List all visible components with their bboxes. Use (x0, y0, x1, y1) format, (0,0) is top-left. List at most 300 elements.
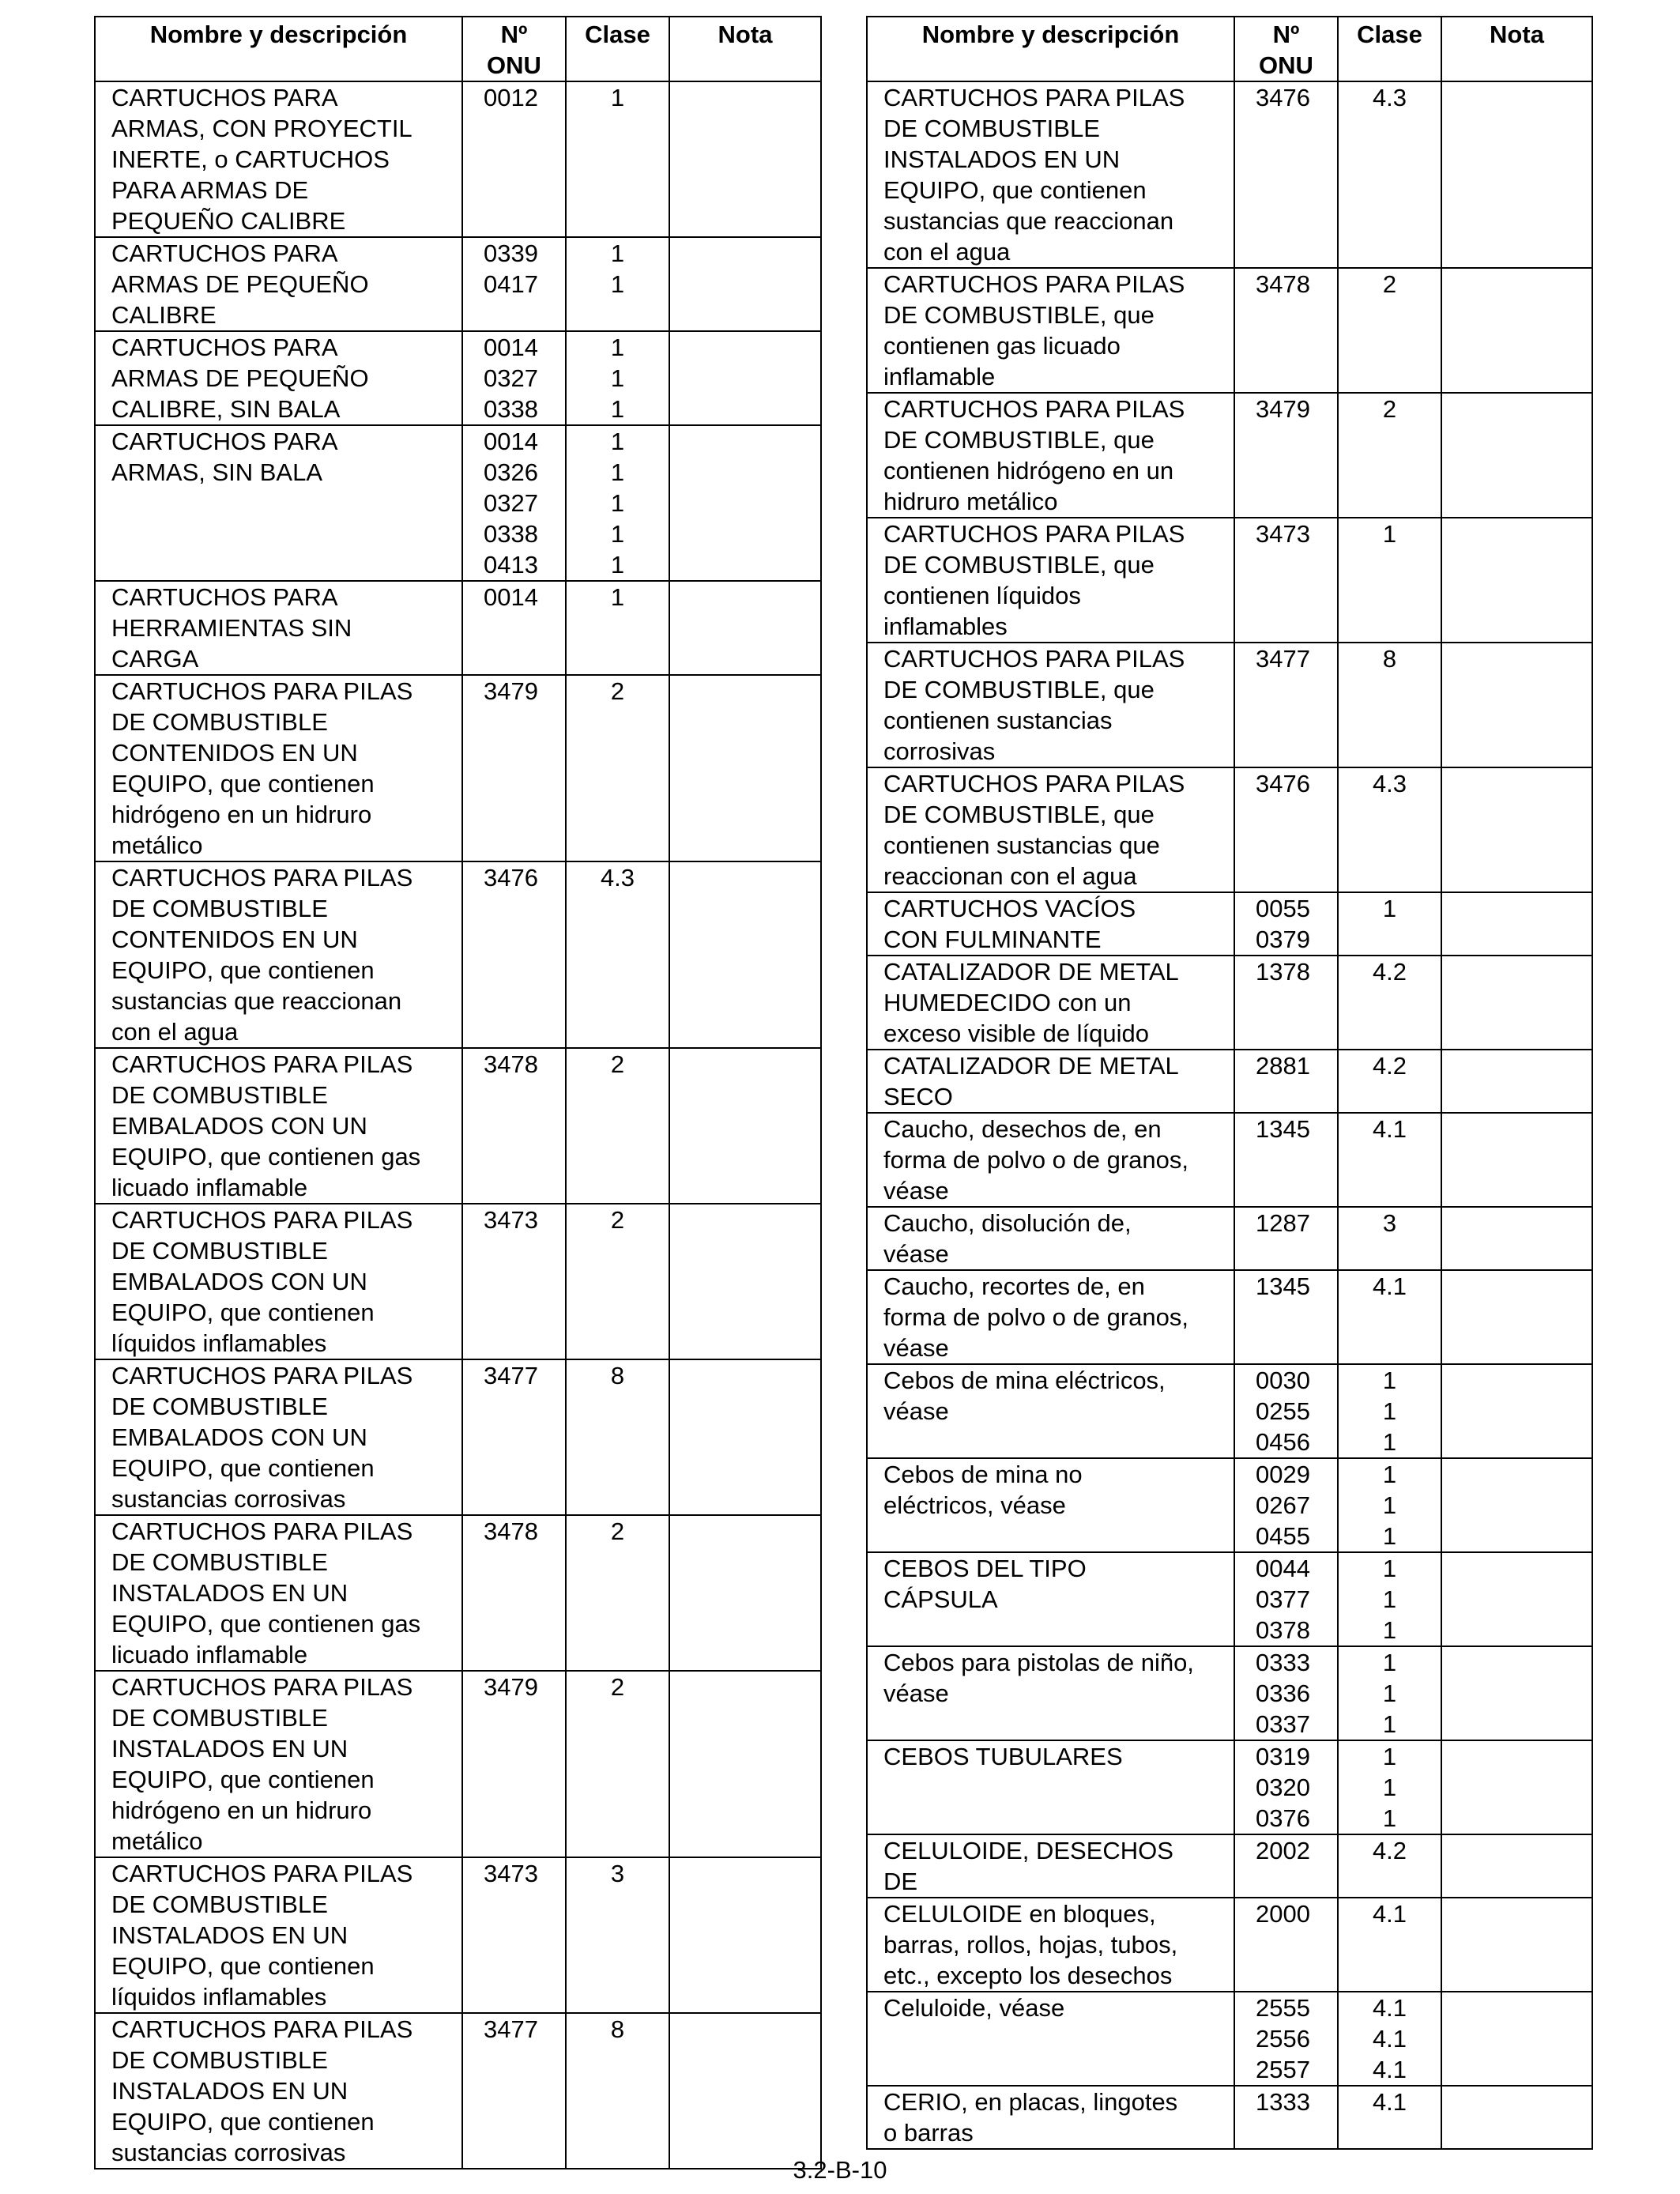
clase-line: 4.3 (1372, 770, 1407, 797)
table-row (867, 643, 1592, 767)
onu-cell (1234, 1898, 1338, 1992)
clase-cell (1338, 1207, 1441, 1270)
onu-cell (1234, 2086, 1338, 2149)
nota-cell (669, 1515, 821, 1671)
onu-line: 3476 (1256, 84, 1310, 111)
table-row (95, 861, 821, 1048)
desc-line: ARMAS, SIN BALA (111, 458, 323, 486)
desc-line: DE COMBUSTIBLE, que (883, 301, 1155, 329)
clase-cell (1338, 643, 1441, 767)
onu-line: 0379 (1256, 925, 1310, 953)
desc-line: CARTUCHOS PARA (111, 334, 338, 361)
desc-cell (95, 1515, 462, 1671)
desc-line: CELULOIDE, DESECHOS (883, 1837, 1173, 1864)
table-row (867, 81, 1592, 268)
clase-cell (566, 861, 669, 1048)
onu-line: 0055 (1256, 895, 1310, 922)
desc-line: DE COMBUSTIBLE, que (883, 551, 1155, 579)
clase-line: 1 (610, 364, 625, 392)
clase-cell (566, 675, 669, 861)
clase-cell (566, 1671, 669, 1857)
desc-line: CALIBRE (111, 301, 217, 329)
nota-cell (1441, 518, 1592, 643)
desc-line: sustancias que reaccionan (883, 207, 1174, 235)
left-table (94, 16, 822, 2169)
table-row (867, 1834, 1592, 1898)
desc-line: DE COMBUSTIBLE (111, 895, 328, 922)
onu-line: 0319 (1256, 1743, 1310, 1770)
onu-line: 2881 (1256, 1052, 1310, 1080)
onu-cell (1234, 956, 1338, 1050)
table-row (867, 2086, 1592, 2149)
nota-cell (1441, 1646, 1592, 1740)
onu-cell (1234, 892, 1338, 956)
header-clase: Clase (1338, 17, 1441, 81)
nota-cell (669, 1204, 821, 1359)
desc-cell (867, 518, 1234, 643)
onu-line: 0029 (1256, 1461, 1310, 1488)
desc-line: INSTALADOS EN UN (111, 2077, 348, 2105)
onu-cell (1234, 393, 1338, 518)
table-row (95, 1857, 821, 2013)
desc-line: CARTUCHOS VACÍOS (883, 895, 1136, 922)
onu-cell (462, 331, 566, 425)
nota-cell (1441, 268, 1592, 393)
onu-cell (1234, 1552, 1338, 1646)
table-row (867, 767, 1592, 892)
table-row (867, 1270, 1592, 1364)
onu-line: 0337 (1256, 1710, 1310, 1738)
desc-line: véase (883, 1397, 949, 1425)
desc-line: CALIBRE, SIN BALA (111, 395, 341, 423)
desc-line: EQUIPO, que contienen (111, 770, 375, 797)
table-row (867, 1364, 1592, 1458)
clase-line: 1 (1382, 1428, 1397, 1456)
clase-cell (566, 1515, 669, 1671)
nota-cell (1441, 1898, 1592, 1992)
desc-line: véase (883, 1334, 949, 1362)
desc-line: líquidos inflamables (111, 1329, 327, 1357)
desc-line: DE COMBUSTIBLE (111, 708, 328, 736)
desc-line: DE COMBUSTIBLE (111, 1704, 328, 1732)
onu-cell (1234, 1270, 1338, 1364)
clase-line: 4.1 (1372, 1900, 1407, 1928)
nota-cell (669, 237, 821, 331)
clase-line: 1 (610, 520, 625, 548)
clase-cell (566, 1204, 669, 1359)
onu-cell (462, 1515, 566, 1671)
desc-cell (867, 1113, 1234, 1207)
table-row (867, 1646, 1592, 1740)
desc-cell (867, 393, 1234, 518)
onu-cell (462, 861, 566, 1048)
clase-line: 8 (610, 2015, 625, 2043)
desc-line: CARTUCHOS PARA PILAS (111, 1673, 413, 1701)
clase-cell (1338, 1834, 1441, 1898)
clase-cell (566, 81, 669, 237)
desc-cell (867, 643, 1234, 767)
clase-cell (1338, 1050, 1441, 1113)
onu-line: 3476 (1256, 770, 1310, 797)
desc-line: CARTUCHOS PARA PILAS (111, 1517, 413, 1545)
desc-line: CARTUCHOS PARA PILAS (883, 84, 1185, 111)
desc-line: hidrógeno en un hidruro (111, 801, 372, 828)
desc-line: CÁPSULA (883, 1585, 998, 1613)
onu-line: 0044 (1256, 1555, 1310, 1582)
left-header-row (95, 17, 821, 81)
clase-line: 8 (1382, 645, 1397, 673)
nota-cell (1441, 643, 1592, 767)
onu-line: 0333 (1256, 1649, 1310, 1676)
onu-cell (1234, 1646, 1338, 1740)
onu-line: 3478 (484, 1517, 538, 1545)
desc-line: EQUIPO, que contienen (111, 1952, 375, 1980)
clase-line: 2 (610, 1673, 625, 1701)
desc-line: CONTENIDOS EN UN (111, 925, 358, 953)
nota-cell (669, 1671, 821, 1857)
clase-line: 3 (1382, 1209, 1397, 1237)
desc-line: forma de polvo o de granos, (883, 1303, 1189, 1331)
desc-line: licuado inflamable (111, 1641, 308, 1668)
table-row (95, 581, 821, 675)
desc-line: DE COMBUSTIBLE, que (883, 676, 1155, 703)
desc-line: con el agua (111, 1018, 239, 1046)
onu-line: 1287 (1256, 1209, 1310, 1237)
table-row (95, 1515, 821, 1671)
nota-cell (1441, 1458, 1592, 1552)
desc-line: SECO (883, 1083, 953, 1110)
onu-line: 0376 (1256, 1804, 1310, 1832)
desc-line: CARTUCHOS PARA (111, 428, 338, 455)
onu-cell (462, 1359, 566, 1515)
clase-line: 4.1 (1372, 1272, 1407, 1300)
desc-cell (95, 1857, 462, 2013)
onu-cell (462, 1204, 566, 1359)
clase-cell (566, 331, 669, 425)
desc-line: INSTALADOS EN UN (111, 1921, 348, 1949)
clase-line: 2 (1382, 395, 1397, 423)
clase-line: 1 (1382, 1804, 1397, 1832)
desc-cell (867, 1740, 1234, 1834)
onu-line: 0030 (1256, 1367, 1310, 1394)
desc-line: o barras (883, 2119, 974, 2147)
clase-line: 4.3 (600, 864, 635, 892)
clase-line: 4.2 (1372, 1837, 1407, 1864)
clase-cell (566, 425, 669, 581)
table-row (867, 1992, 1592, 2086)
clase-line: 1 (1382, 1491, 1397, 1519)
onu-line: 2000 (1256, 1900, 1310, 1928)
desc-line: CEBOS TUBULARES (883, 1743, 1123, 1770)
desc-line: licuado inflamable (111, 1174, 308, 1201)
desc-line: véase (883, 1177, 949, 1204)
clase-line: 1 (1382, 1710, 1397, 1738)
desc-line: DE COMBUSTIBLE (111, 1237, 328, 1265)
onu-line: 0014 (484, 428, 538, 455)
clase-line: 1 (1382, 1679, 1397, 1707)
clase-line: 4.1 (1372, 1994, 1407, 2022)
desc-line: contienen sustancias (883, 707, 1113, 734)
clase-line: 1 (1382, 895, 1397, 922)
desc-line: Caucho, disolución de, (883, 1209, 1132, 1237)
table-row (867, 1552, 1592, 1646)
desc-line: metálico (111, 831, 203, 859)
desc-cell (95, 1359, 462, 1515)
desc-line: sustancias corrosivas (111, 1485, 346, 1513)
desc-line: reaccionan con el agua (883, 862, 1137, 890)
table-row (95, 1359, 821, 1515)
onu-cell (1234, 1364, 1338, 1458)
desc-line: sustancias corrosivas (111, 2139, 346, 2166)
desc-line: DE COMBUSTIBLE (111, 1393, 328, 1420)
onu-cell (1234, 767, 1338, 892)
desc-line: véase (883, 1679, 949, 1707)
onu-line: 0339 (484, 239, 538, 267)
desc-line: EQUIPO, que contienen (111, 1299, 375, 1326)
nota-cell (1441, 2086, 1592, 2149)
clase-line: 2 (610, 1206, 625, 1234)
onu-cell (462, 1048, 566, 1204)
desc-line: eléctricos, véase (883, 1491, 1066, 1519)
right-table (866, 16, 1593, 2150)
desc-line: EQUIPO, que contienen gas (111, 1610, 421, 1638)
onu-line: 3477 (484, 2015, 538, 2043)
desc-cell (867, 1834, 1234, 1898)
clase-cell (566, 581, 669, 675)
onu-line: 0326 (484, 458, 538, 486)
desc-line: CELULOIDE en bloques, (883, 1900, 1156, 1928)
onu-line: 3473 (484, 1860, 538, 1887)
nota-cell (1441, 1364, 1592, 1458)
table-row (867, 393, 1592, 518)
nota-cell (1441, 1834, 1592, 1898)
onu-line: 0377 (1256, 1585, 1310, 1613)
onu-cell (1234, 1207, 1338, 1270)
desc-line: CARTUCHOS PARA PILAS (883, 395, 1185, 423)
clase-cell (1338, 268, 1441, 393)
desc-line: barras, rollos, hojas, tubos, (883, 1931, 1178, 1958)
desc-cell (867, 1364, 1234, 1458)
desc-line: EQUIPO, que contienen (111, 1454, 375, 1482)
desc-line: CARTUCHOS PARA PILAS (111, 864, 413, 892)
header-clase: Clase (566, 17, 669, 81)
desc-line: CARTUCHOS PARA PILAS (111, 2015, 413, 2043)
desc-cell (867, 1458, 1234, 1552)
desc-line: Cebos de mina no (883, 1461, 1083, 1488)
table-row (867, 956, 1592, 1050)
desc-cell (867, 1207, 1234, 1270)
onu-cell (462, 2013, 566, 2169)
nota-cell (1441, 1992, 1592, 2086)
clase-cell (1338, 1740, 1441, 1834)
onu-cell (1234, 268, 1338, 393)
clase-line: 2 (610, 1050, 625, 1078)
table-row (867, 1740, 1592, 1834)
nota-cell (1441, 393, 1592, 518)
nota-cell (1441, 81, 1592, 268)
nota-cell (669, 2013, 821, 2169)
desc-line: contienen hidrógeno en un (883, 457, 1174, 484)
header-desc: Nombre y descripción (95, 17, 462, 81)
desc-line: Caucho, recortes de, en (883, 1272, 1145, 1300)
onu-line: 0327 (484, 364, 538, 392)
onu-line: 3478 (1256, 270, 1310, 298)
clase-cell (566, 1857, 669, 2013)
onu-line: 1378 (1256, 958, 1310, 986)
desc-cell (95, 1048, 462, 1204)
desc-line: EQUIPO, que contienen (111, 2108, 375, 2136)
table-row (95, 425, 821, 581)
clase-line: 1 (610, 458, 625, 486)
desc-line: EMBALADOS CON UN (111, 1112, 367, 1140)
nota-cell (1441, 1740, 1592, 1834)
clase-cell (1338, 1364, 1441, 1458)
desc-line: DE COMBUSTIBLE (111, 1548, 328, 1576)
clase-line: 2 (1382, 270, 1397, 298)
desc-line: forma de polvo o de granos, (883, 1146, 1189, 1174)
clase-line: 1 (1382, 1743, 1397, 1770)
desc-line: INERTE, o CARTUCHOS (111, 145, 390, 173)
clase-line: 1 (1382, 1461, 1397, 1488)
onu-line: 1345 (1256, 1272, 1310, 1300)
clase-line: 1 (1382, 1616, 1397, 1644)
header-nota: Nota (669, 17, 821, 81)
desc-cell (867, 956, 1234, 1050)
page-number: 3.2-B-10 (793, 2156, 887, 2184)
onu-line: 3479 (484, 677, 538, 705)
desc-line: INSTALADOS EN UN (883, 145, 1121, 173)
onu-line: 0267 (1256, 1491, 1310, 1519)
clase-line: 4.2 (1372, 958, 1407, 986)
desc-line: CARTUCHOS PARA PILAS (111, 1050, 413, 1078)
desc-line: hidruro metálico (883, 488, 1058, 515)
clase-cell (1338, 393, 1441, 518)
desc-line: CEBOS DEL TIPO (883, 1555, 1087, 1582)
desc-line: ARMAS, CON PROYECTIL (111, 115, 412, 142)
desc-line: CATALIZADOR DE METAL (883, 958, 1179, 986)
table-row (95, 81, 821, 237)
desc-cell (95, 425, 462, 581)
onu-line: 0417 (484, 270, 538, 298)
desc-cell (867, 1552, 1234, 1646)
onu-line: 2556 (1256, 2025, 1310, 2053)
clase-line: 1 (1382, 1585, 1397, 1613)
onu-line: 0338 (484, 520, 538, 548)
desc-line: EQUIPO, que contienen (111, 1766, 375, 1793)
onu-line: 0012 (484, 84, 538, 111)
onu-line: 3479 (1256, 395, 1310, 423)
table-row (867, 1113, 1592, 1207)
desc-line: HERRAMIENTAS SIN (111, 614, 352, 642)
desc-line: CARTUCHOS PARA PILAS (883, 270, 1185, 298)
nota-cell (669, 1359, 821, 1515)
desc-line: hidrógeno en un hidruro (111, 1796, 372, 1824)
onu-line: 0378 (1256, 1616, 1310, 1644)
desc-line: CARTUCHOS PARA PILAS (883, 520, 1185, 548)
nota-cell (669, 331, 821, 425)
desc-line: CERIO, en placas, lingotes (883, 2088, 1178, 2116)
table-row (867, 268, 1592, 393)
onu-line: 0320 (1256, 1774, 1310, 1801)
desc-line: CARTUCHOS PARA (111, 239, 338, 267)
desc-line: EMBALADOS CON UN (111, 1268, 367, 1295)
onu-cell (462, 581, 566, 675)
desc-line: ARMAS DE PEQUEÑO (111, 364, 369, 392)
desc-line: INSTALADOS EN UN (111, 1735, 348, 1762)
clase-cell (566, 1359, 669, 1515)
desc-cell (95, 675, 462, 861)
onu-cell (1234, 643, 1338, 767)
desc-line: metálico (111, 1827, 203, 1855)
nota-cell (1441, 892, 1592, 956)
onu-line: 3478 (484, 1050, 538, 1078)
desc-line: EQUIPO, que contienen (111, 956, 375, 984)
desc-line: CARTUCHOS PARA PILAS (111, 677, 413, 705)
onu-line: 0455 (1256, 1522, 1310, 1550)
table-row (867, 518, 1592, 643)
onu-cell (1234, 81, 1338, 268)
header-onu: Nº ONU (462, 17, 566, 81)
clase-line: 1 (610, 428, 625, 455)
desc-line: DE COMBUSTIBLE, que (883, 426, 1155, 454)
clase-line: 1 (610, 489, 625, 517)
desc-line: sustancias que reaccionan (111, 987, 402, 1015)
onu-line: 3473 (484, 1206, 538, 1234)
onu-line: 3479 (484, 1673, 538, 1701)
clase-line: 4.1 (1372, 2025, 1407, 2053)
desc-line: DE COMBUSTIBLE, que (883, 801, 1155, 828)
nota-cell (1441, 1207, 1592, 1270)
clase-cell (1338, 2086, 1441, 2149)
desc-cell (95, 861, 462, 1048)
onu-cell (1234, 1992, 1338, 2086)
table-row (867, 1458, 1592, 1552)
desc-cell (867, 1270, 1234, 1364)
nota-cell (1441, 1050, 1592, 1113)
onu-cell (462, 675, 566, 861)
table-row (95, 331, 821, 425)
desc-cell (95, 331, 462, 425)
clase-cell (1338, 518, 1441, 643)
clase-line: 1 (1382, 1649, 1397, 1676)
desc-line: CARTUCHOS PARA PILAS (111, 1860, 413, 1887)
clase-cell (1338, 1458, 1441, 1552)
desc-line: PEQUEÑO CALIBRE (111, 207, 346, 235)
onu-cell (1234, 1740, 1338, 1834)
clase-cell (1338, 1270, 1441, 1364)
right-table-body (867, 81, 1592, 2149)
clase-cell (1338, 81, 1441, 268)
desc-cell (867, 81, 1234, 268)
onu-line: 2002 (1256, 1837, 1310, 1864)
onu-line: 3476 (484, 864, 538, 892)
onu-line: 0014 (484, 334, 538, 361)
clase-line: 1 (610, 84, 625, 111)
desc-cell (867, 1992, 1234, 2086)
clase-line: 1 (1382, 1555, 1397, 1582)
desc-cell (867, 1898, 1234, 1992)
clase-line: 1 (610, 395, 625, 423)
nota-cell (669, 81, 821, 237)
desc-line: EQUIPO, que contienen gas (111, 1143, 421, 1171)
clase-cell (1338, 892, 1441, 956)
desc-line: Caucho, desechos de, en (883, 1115, 1162, 1143)
nota-cell (669, 581, 821, 675)
clase-line: 1 (1382, 1367, 1397, 1394)
onu-cell (1234, 1458, 1338, 1552)
clase-line: 4.3 (1372, 84, 1407, 111)
header-onu: Nº ONU (1234, 17, 1338, 81)
